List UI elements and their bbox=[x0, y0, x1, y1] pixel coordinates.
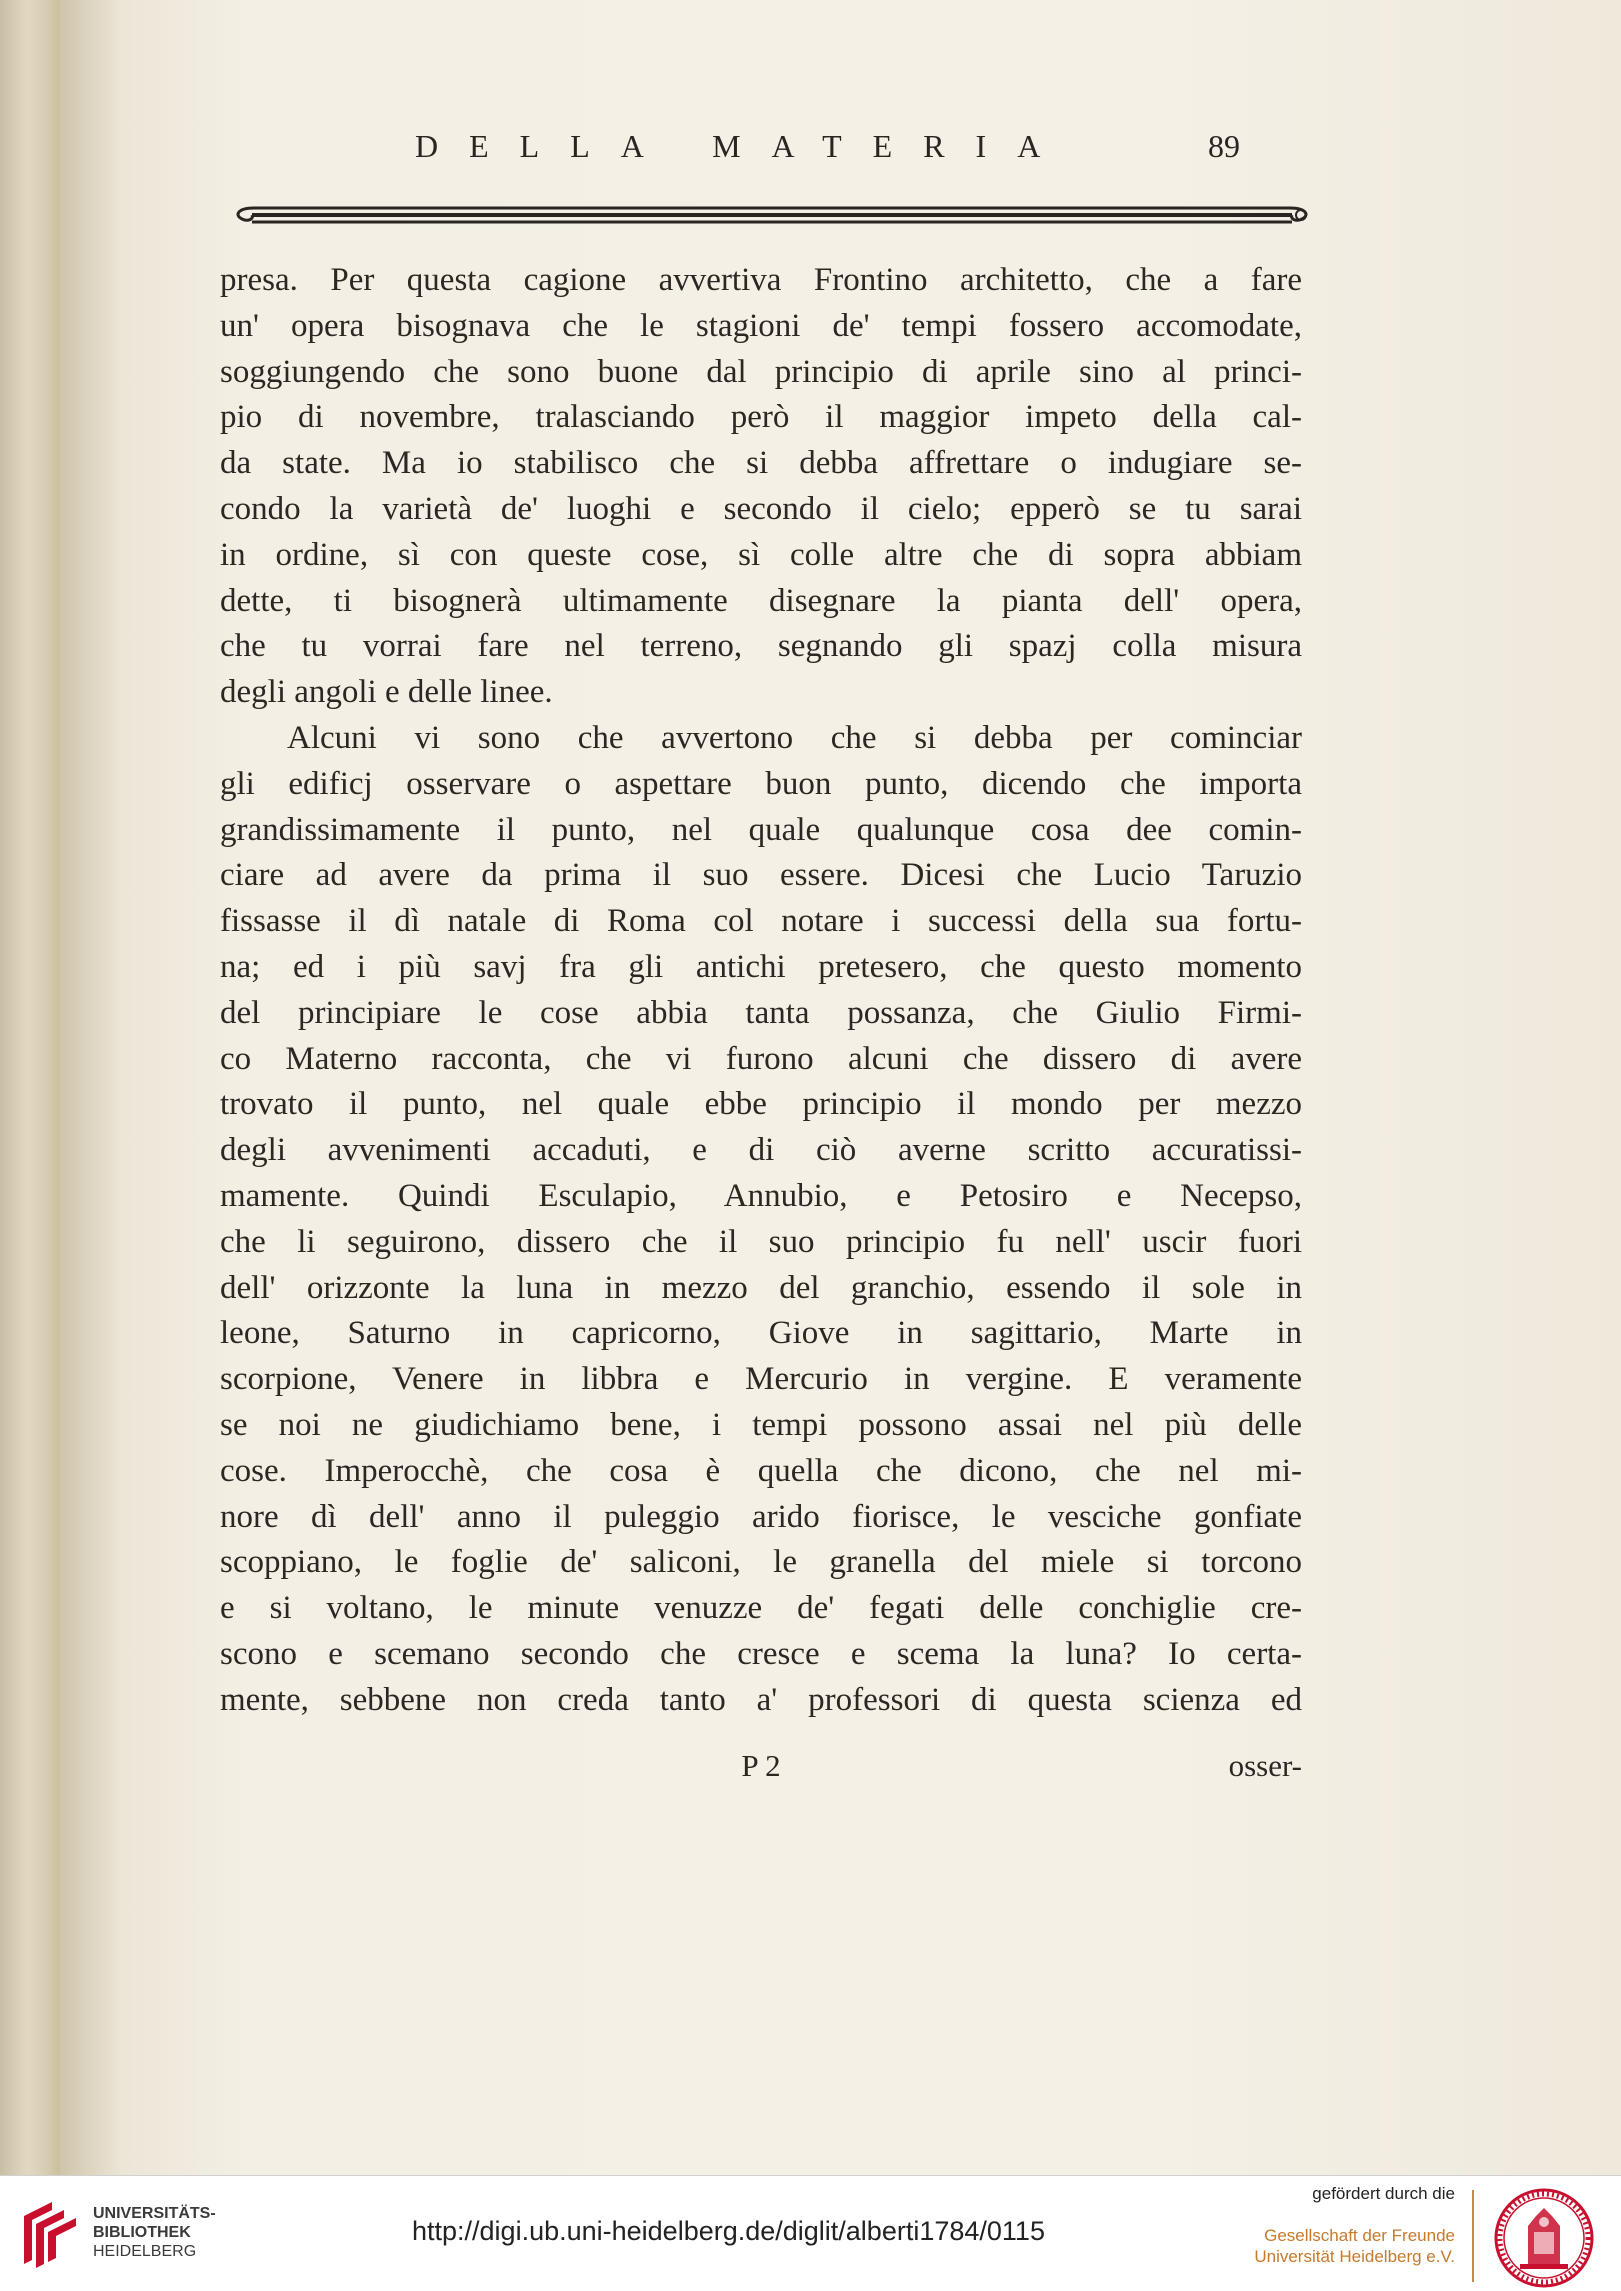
text-line: e si voltano, le minute venuzze de' fegati delle conchiglie cre- bbox=[220, 1590, 1302, 1627]
text-line: nore dì dell' anno il puleggio arido fiorisce, le vesciche gonfiate bbox=[220, 1498, 1302, 1535]
body-text bbox=[220, 258, 1302, 1724]
text-line: degli angoli e delle linee. bbox=[220, 674, 553, 711]
text-line: pio di novembre, tralasciando però il maggior impeto della cal- bbox=[220, 399, 1302, 436]
sponsor-name-line: Gesellschaft der Freunde bbox=[1264, 2226, 1455, 2245]
text-line: presa. Per questa cagione avvertiva Frontino architetto, che a fare bbox=[220, 262, 1302, 298]
catchword: osser- bbox=[1228, 1748, 1302, 1783]
viewer-footer-bar bbox=[0, 2175, 1621, 2291]
page-number: 89 bbox=[1208, 128, 1240, 164]
university-seal-icon bbox=[1490, 2186, 1598, 2290]
page-foot bbox=[220, 1743, 1302, 1789]
text-line: che tu vorrai fare nel terreno, segnando gli spazj colla misura bbox=[220, 628, 1302, 665]
text-line: degli avvenimenti accaduti, e di ciò averne scritto accuratissi- bbox=[220, 1132, 1302, 1169]
text-line: scono e scemano secondo che cresce e scema la luna? Io certa- bbox=[220, 1635, 1302, 1672]
text-line: gli edificj osservare o aspettare buon punto, dicendo che importa bbox=[220, 765, 1302, 802]
sponsor-label: gefördert durch die bbox=[1312, 2184, 1455, 2203]
text-line: mente, sebbene non creda tanto a' professori di questa scienza ed bbox=[220, 1681, 1302, 1718]
text-line: soggiungendo che sono buone dal principio di aprile sino al princi- bbox=[220, 353, 1302, 390]
text-line: na; ed i più savj fra gli antichi pretesero, che questo momento bbox=[220, 948, 1302, 985]
signature-mark: P 2 bbox=[741, 1748, 781, 1783]
text-line: trovato il punto, nel quale ebbe principio il mondo per mezzo bbox=[220, 1086, 1302, 1123]
sponsor-block bbox=[1255, 2184, 1455, 2284]
text-line: ciare ad avere da prima il suo essere. Dicesi che Lucio Taruzio bbox=[220, 857, 1302, 894]
text-line: grandissimamente il punto, nel quale qualunque cosa dee comin- bbox=[220, 811, 1302, 848]
text-line: scoppiano, le foglie de' saliconi, le granella del miele si torcono bbox=[220, 1544, 1302, 1581]
book-spine-edge bbox=[0, 0, 60, 2175]
library-name-line: UNIVERSITÄTS- bbox=[93, 2205, 216, 2222]
text-line: dette, ti bisognerà ultimamente disegnare la pianta dell' opera, bbox=[220, 582, 1302, 619]
text-line: che li seguirono, dissero che il suo principio fu nell' uscir fuori bbox=[220, 1223, 1302, 1260]
text-line: cose. Imperocchè, che cosa è quella che dicono, che nel mi- bbox=[220, 1452, 1302, 1489]
library-name-line: HEIDELBERG bbox=[93, 2243, 197, 2260]
page-header bbox=[60, 128, 1621, 178]
library-name bbox=[93, 2204, 216, 2261]
university-library-logo-icon bbox=[18, 2198, 82, 2268]
text-line: leone, Saturno in capricorno, Giove in sagittario, Marte in bbox=[220, 1315, 1302, 1352]
text-line: fissasse il dì natale di Roma col notare i successi della sua fortu- bbox=[220, 903, 1302, 940]
text-line: condo la varietà de' luoghi e secondo il cielo; epperò se tu sarai bbox=[220, 490, 1302, 527]
paragraph-start-line: Alcuni vi sono che avvertono che si debba per cominciar bbox=[287, 719, 1302, 756]
text-line: mamente. Quindi Esculapio, Annubio, e Petosiro e Necepso, bbox=[220, 1177, 1302, 1214]
ornamental-rule bbox=[232, 201, 1312, 229]
text-line: un' opera bisognava che le stagioni de' tempi fossero accomodate, bbox=[220, 307, 1302, 344]
text-line: scorpione, Venere in libbra e Mercurio in vergine. E veramente bbox=[220, 1361, 1302, 1398]
text-line: in ordine, sì con queste cose, sì colle altre che di sopra abbiam bbox=[220, 536, 1302, 573]
permalink-url[interactable]: http://digi.ub.uni-heidelberg.de/diglit/alberti1784/0115 bbox=[412, 2216, 1045, 2246]
library-name-line: BIBLIOTHEK bbox=[93, 2224, 191, 2241]
text-line: dell' orizzonte la luna in mezzo del granchio, essendo il sole in bbox=[220, 1269, 1302, 1306]
running-title: DELLA MATERIA bbox=[415, 128, 1072, 164]
text-line: del principiare le cose abbia tanta possanza, che Giulio Firmi- bbox=[220, 994, 1302, 1031]
sponsor-divider bbox=[1472, 2190, 1474, 2282]
book-page bbox=[60, 0, 1621, 2175]
text-line: se noi ne giudichiamo bene, i tempi possono assai nel più delle bbox=[220, 1406, 1302, 1443]
sponsor-name-line: Universität Heidelberg e.V. bbox=[1254, 2247, 1455, 2266]
text-line: da state. Ma io stabilisco che si debba affrettare o indugiare se- bbox=[220, 445, 1302, 482]
text-line: co Materno racconta, che vi furono alcuni che dissero di avere bbox=[220, 1040, 1302, 1077]
